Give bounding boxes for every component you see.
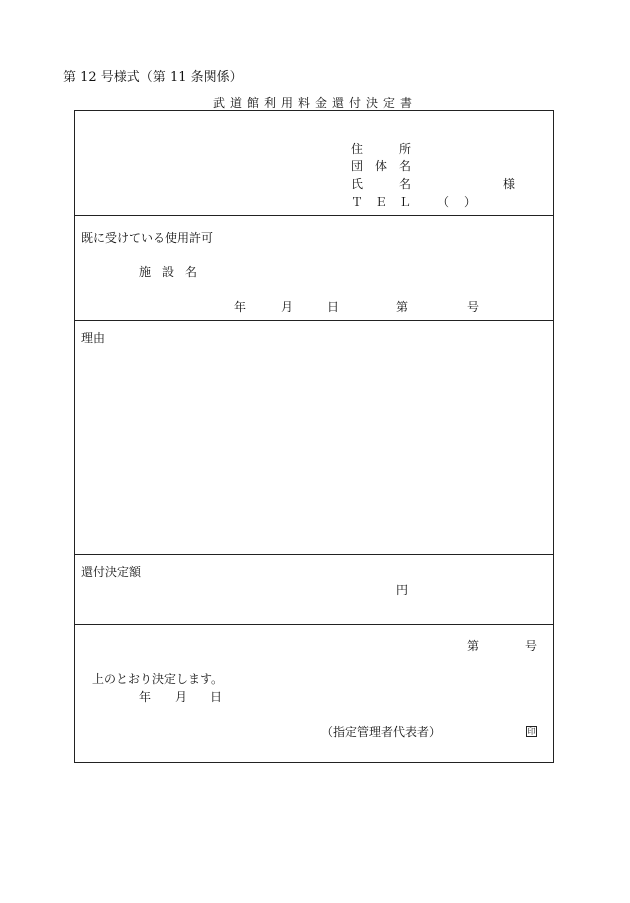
label-char: Ｅ	[374, 195, 387, 209]
divider-refund	[75, 624, 553, 625]
refund-heading: 還付決定額	[81, 565, 142, 579]
decision-number-suffix: 号	[525, 639, 538, 653]
address-label	[351, 140, 411, 157]
name-label	[351, 175, 411, 192]
seal-icon: 印	[527, 727, 536, 736]
permit-year: 年	[234, 300, 247, 314]
label-char: 施	[139, 265, 152, 279]
group-name-label	[351, 157, 411, 174]
tel-paren-close: ）	[464, 195, 477, 209]
representative-label: （指定管理者代表者）	[321, 725, 442, 739]
label-char: Ｔ	[351, 195, 364, 209]
label-char: 住	[351, 142, 364, 156]
reason-heading: 理由	[81, 331, 106, 345]
divider-permit	[75, 320, 553, 321]
refund-unit-yen: 円	[396, 583, 409, 597]
label-char: Ｌ	[398, 195, 411, 209]
form-number: 第 12 号様式（第 11 条関係）	[63, 70, 243, 85]
divider-recipient	[75, 215, 553, 216]
decision-statement: 上のとおり決定します。	[92, 672, 224, 686]
honorific-sama: 様	[503, 177, 516, 191]
facility-label	[139, 263, 197, 280]
label-char: 名	[398, 159, 411, 173]
label-char: 体	[374, 159, 387, 173]
permit-number-suffix: 号	[467, 300, 480, 314]
label-char: 名	[184, 265, 197, 279]
label-char: 所	[398, 142, 411, 156]
decision-year: 年	[139, 690, 152, 704]
permit-month: 月	[281, 300, 294, 314]
label-char: 氏	[351, 177, 364, 191]
tel-label	[351, 193, 411, 210]
seal-mark	[526, 723, 537, 737]
permit-day: 日	[327, 300, 340, 314]
label-char: 名	[398, 177, 411, 191]
permit-number-prefix: 第	[396, 300, 409, 314]
permit-heading: 既に受けている使用許可	[81, 231, 214, 245]
document-title: 武道館利用料金還付決定書	[212, 96, 417, 110]
label-char: 設	[161, 265, 174, 279]
form-frame	[74, 110, 554, 763]
divider-reason	[75, 554, 553, 555]
label-char: 団	[351, 159, 364, 173]
decision-number-prefix: 第	[467, 639, 480, 653]
tel-paren-open: （	[437, 195, 450, 209]
decision-month: 月	[175, 690, 188, 704]
decision-day: 日	[210, 690, 223, 704]
